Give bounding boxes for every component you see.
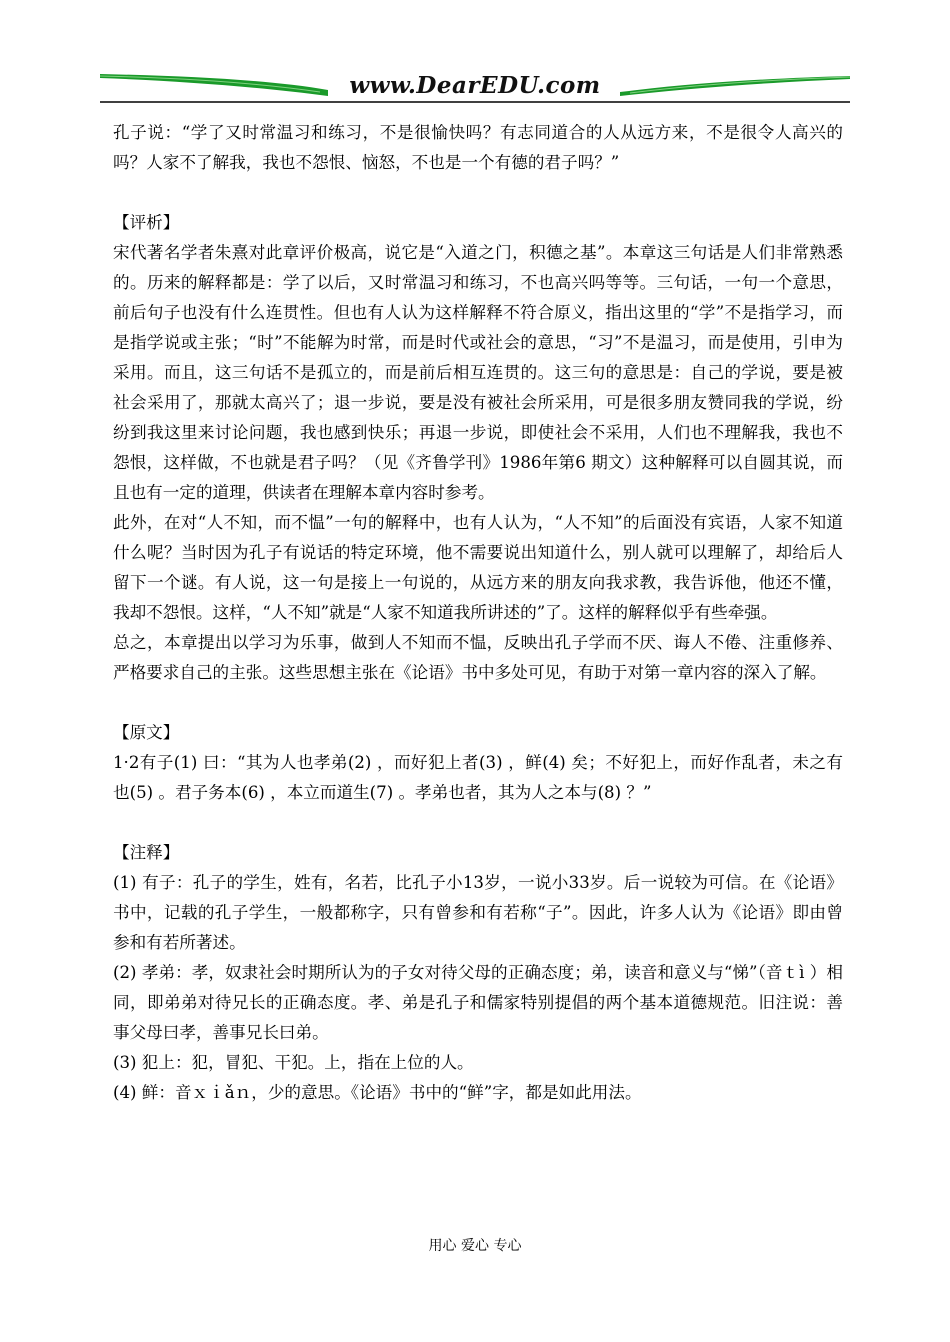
site-title: www.DearEDU.com — [349, 72, 601, 99]
document-body — [113, 118, 843, 1108]
commentary-paragraph-1: 宋代著名学者朱熹对此章评价极高，说它是“入道之门，积德之基”。本章这三句话是人们非常熟悉的。历来的解释都是：学了以后，又时常温习和练习，不也高兴吗等等。三句话，一句一个意思，前后句子也没有什么连贯性。但也有人认为这样解释不符合原义，指出这里的“学”不是指学习，而是指学说或主张；“时”不能解为时常，而是时代或社会的意思，“习”不是温习，而是使用，引申为采用。而且，这三句话不是孤立的，而是前后相互连贯的。这三句的意思是：自己的学说，要是被社会采用了，那就太高兴了；退一步说，要是没有被社会所采用，可是很多朋友赞同我的学说，纷纷到我这里来讨论问题，我也感到快乐；再退一步说，即使社会不采用，人们也不理解我，我也不怨恨，这样做，不也就是君子吗？（见《齐鲁学刊》1986年第6 期文）这种解释可以自圆其说，而且也有一定的道理，供读者在理解本章内容时参考。 — [113, 243, 843, 502]
page-footer: 用心 爱心 专心 — [428, 1238, 522, 1254]
commentary-paragraph-2: 此外，在对“人不知，而不愠”一句的解释中，也有人认为，“人不知”的后面没有宾语，人家不知道什么呢？当时因为孔子有说话的特定环境，他不需要说出知道什么，别人就可以理解了，却给后人留下一个谜。有人说，这一句是接上一句说的，从远方来的朋友向我求教，我告诉他，他还不懂，我却不怨恨。这样，“人不知”就是“人家不知道我所讲述的”了。这样的解释似乎有些牵强。 — [113, 513, 843, 622]
note-item: (1) 有子：孔子的学生，姓有，名若，比孔子小13岁，一说小33岁。后一说较为可信。在《论语》书中，记载的孔子学生，一般都称字，只有曾参和有若称“子”。因此，许多人认为《论语》即由曾参和有若所著述。 — [113, 873, 843, 952]
original-heading: 【原文】 — [113, 723, 180, 742]
page-header — [100, 70, 850, 104]
note-item: (2) 孝弟：孝，奴隶社会时期所认为的子女对待父母的正确态度；弟，读音和意义与“悌”（音ｔì ）相同，即弟弟对待兄长的正确态度。孝、弟是孔子和儒家特别提倡的两个基本道德规范。旧注说：善事父母曰孝，善事兄长曰弟。 — [113, 963, 843, 1042]
commentary-paragraph-3: 总之，本章提出以学习为乐事，做到人不知而不愠，反映出孔子学而不厌、诲人不倦、注重修养、严格要求自己的主张。这些思想主张在《论语》书中多处可见，有助于对第一章内容的深入了解。 — [113, 633, 843, 682]
original-text: 1·2有子(1) 曰：“其为人也孝弟(2) ，而好犯上者(3) ，鲜(4) 矣；不好犯上，而好作乱者，未之有也(5) 。君子务本(6) ，本立而道生(7) 。孝弟也者，其为人之本与(8) ？” — [113, 753, 843, 802]
note-item: (3) 犯上：犯，冒犯、干犯。上，指在上位的人。 — [113, 1053, 474, 1072]
notes-heading: 【注释】 — [113, 843, 180, 862]
intro-paragraph: 孔子说：“学了又时常温习和练习，不是很愉快吗？有志同道合的人从远方来，不是很令人高兴的吗？人家不了解我，我也不怨恨、恼怒，不也是一个有德的君子吗？” — [113, 123, 843, 172]
commentary-heading: 【评析】 — [113, 213, 180, 232]
note-item: (4) 鲜：音ｘｉǎｎ，少的意思。《论语》书中的“鲜”字，都是如此用法。 — [113, 1083, 642, 1102]
